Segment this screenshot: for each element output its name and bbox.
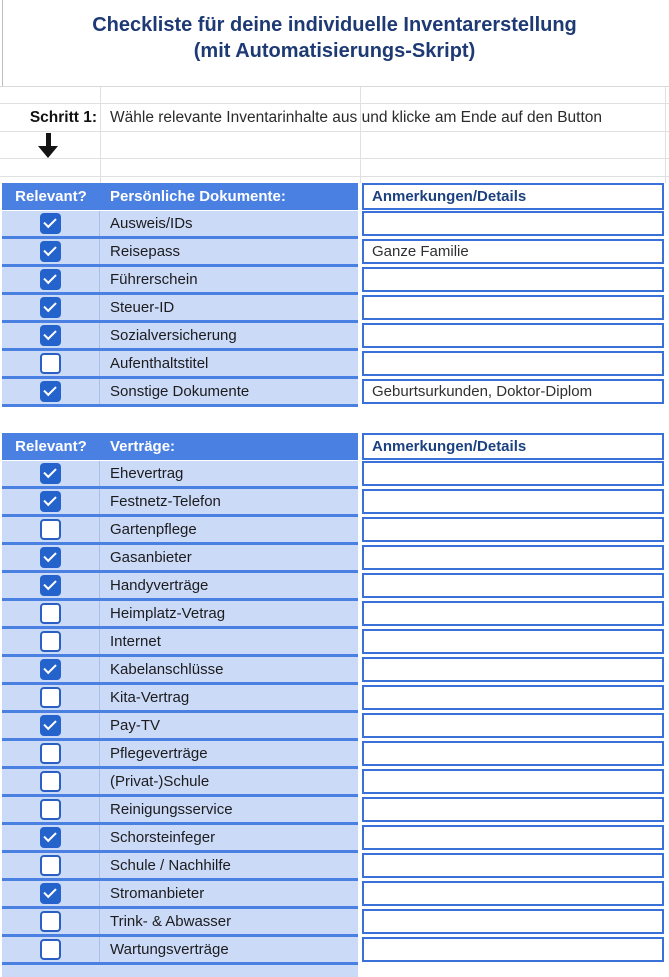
checkbox-checked-icon[interactable] xyxy=(40,547,61,568)
row-band xyxy=(2,601,358,629)
row-band xyxy=(2,489,358,517)
row-band xyxy=(2,461,358,489)
note-cell[interactable] xyxy=(362,351,664,376)
table-row xyxy=(0,211,669,239)
note-cell-wrap xyxy=(362,295,664,323)
title-block xyxy=(0,0,669,87)
checkbox-unchecked-icon[interactable] xyxy=(40,855,61,876)
checkbox-cell[interactable] xyxy=(2,825,100,850)
table-row xyxy=(0,657,669,685)
table-row xyxy=(0,741,669,769)
notes-column-header: Anmerkungen/Details xyxy=(362,433,664,460)
checkbox-cell[interactable] xyxy=(2,601,100,626)
note-cell[interactable] xyxy=(362,489,664,514)
step-area xyxy=(0,87,669,183)
note-cell-wrap xyxy=(362,769,664,797)
partial-next-row xyxy=(0,965,669,977)
note-cell[interactable] xyxy=(362,797,664,822)
checkbox-checked-icon[interactable] xyxy=(40,883,61,904)
table-row xyxy=(0,267,669,295)
checkbox-cell[interactable] xyxy=(2,489,100,514)
item-label: Stromanbieter xyxy=(110,885,205,902)
table-contracts xyxy=(0,433,669,965)
page-title-line1: Checkliste für deine individuelle Inventarerstellung xyxy=(92,14,577,36)
checkbox-cell[interactable] xyxy=(2,211,100,236)
checkbox-cell[interactable] xyxy=(2,909,100,934)
note-cell-wrap xyxy=(362,239,664,267)
row-band xyxy=(2,713,358,741)
table-row xyxy=(0,545,669,573)
checkbox-checked-icon[interactable] xyxy=(40,269,61,290)
notes-column-header: Anmerkungen/Details xyxy=(362,183,664,210)
row-band xyxy=(2,351,358,379)
checkbox-checked-icon[interactable] xyxy=(40,491,61,512)
category-column-header: Persönliche Dokumente: xyxy=(110,188,286,205)
checkbox-cell[interactable] xyxy=(2,769,100,794)
note-cell-wrap xyxy=(362,853,664,881)
table-header-row xyxy=(0,183,669,210)
table-row xyxy=(0,573,669,601)
relevant-column-header: Relevant? xyxy=(15,188,87,205)
item-label: Gasanbieter xyxy=(110,549,192,566)
checkbox-unchecked-icon[interactable] xyxy=(40,911,61,932)
item-label: Sozialversicherung xyxy=(110,327,237,344)
gridline xyxy=(360,87,361,183)
checkbox-unchecked-icon[interactable] xyxy=(40,603,61,624)
item-label: Reinigungsservice xyxy=(110,801,233,818)
table-row xyxy=(0,937,669,965)
gridline xyxy=(665,87,666,183)
note-cell-wrap xyxy=(362,601,664,629)
item-label: Gartenpflege xyxy=(110,521,197,538)
checkbox-unchecked-icon[interactable] xyxy=(40,743,61,764)
row-band xyxy=(2,267,358,295)
note-cell-wrap xyxy=(362,937,664,965)
checkbox-cell[interactable] xyxy=(2,685,100,710)
checkbox-checked-icon[interactable] xyxy=(40,241,61,262)
checkbox-checked-icon[interactable] xyxy=(40,463,61,484)
item-label: Aufenthaltstitel xyxy=(110,355,209,372)
table-row xyxy=(0,323,669,351)
row-band xyxy=(2,295,358,323)
checkbox-cell[interactable] xyxy=(2,239,100,264)
note-cell-wrap xyxy=(362,351,664,379)
checkbox-checked-icon[interactable] xyxy=(40,659,61,680)
checkbox-checked-icon[interactable] xyxy=(40,213,61,234)
note-cell-wrap xyxy=(362,657,664,685)
gridline xyxy=(100,87,101,183)
note-cell[interactable] xyxy=(362,825,664,850)
row-band xyxy=(2,545,358,573)
table-header-row xyxy=(0,433,669,460)
note-cell-wrap xyxy=(362,545,664,573)
header-band xyxy=(2,183,358,210)
table-row xyxy=(0,239,669,267)
checkbox-checked-icon[interactable] xyxy=(40,575,61,596)
item-label: Reisepass xyxy=(110,243,181,260)
checkbox-cell[interactable] xyxy=(2,573,100,598)
note-cell[interactable] xyxy=(362,909,664,934)
checkbox-cell[interactable] xyxy=(2,741,100,766)
table-row xyxy=(0,853,669,881)
note-cell-wrap xyxy=(362,881,664,909)
header-band xyxy=(2,433,358,460)
note-cell-wrap xyxy=(362,685,664,713)
item-label: Heimplatz-Vetrag xyxy=(110,605,226,622)
note-cell[interactable] xyxy=(362,685,664,710)
note-cell-wrap xyxy=(362,461,664,489)
partial-row-band xyxy=(2,965,358,977)
row-band xyxy=(2,239,358,267)
note-cell[interactable] xyxy=(362,573,664,598)
checkbox-checked-icon[interactable] xyxy=(40,325,61,346)
relevant-column-header: Relevant? xyxy=(15,438,87,455)
note-cell[interactable] xyxy=(362,713,664,738)
checkbox-unchecked-icon[interactable] xyxy=(40,771,61,792)
checkbox-cell[interactable] xyxy=(2,545,100,570)
checkbox-cell[interactable] xyxy=(2,937,100,962)
note-cell[interactable] xyxy=(362,267,664,292)
item-label: Pflegeverträge xyxy=(110,745,208,762)
item-label: Handyverträge xyxy=(110,577,209,594)
note-cell-wrap xyxy=(362,825,664,853)
row-band xyxy=(2,211,358,239)
table-gap xyxy=(0,407,669,433)
note-cell-wrap xyxy=(362,713,664,741)
table-row xyxy=(0,629,669,657)
checkbox-cell[interactable] xyxy=(2,797,100,822)
table-row xyxy=(0,461,669,489)
note-cell[interactable] xyxy=(362,629,664,654)
note-cell[interactable] xyxy=(362,601,664,626)
note-cell-wrap xyxy=(362,379,664,407)
checkbox-checked-icon[interactable] xyxy=(40,297,61,318)
checkbox-unchecked-icon[interactable] xyxy=(40,353,61,374)
item-label: Ausweis/IDs xyxy=(110,215,193,232)
note-cell[interactable]: Geburtsurkunden, Doktor-Diplom xyxy=(362,379,664,404)
note-cell-wrap xyxy=(362,573,664,601)
down-arrow-stem xyxy=(46,133,51,146)
cell-border-line xyxy=(2,0,3,86)
row-band xyxy=(2,937,358,965)
table-row xyxy=(0,797,669,825)
item-label: Festnetz-Telefon xyxy=(110,493,221,510)
row-band xyxy=(2,573,358,601)
checkbox-cell[interactable] xyxy=(2,713,100,738)
note-cell-wrap xyxy=(362,517,664,545)
item-label: Kita-Vertrag xyxy=(110,689,190,706)
note-cell-wrap xyxy=(362,267,664,295)
row-band xyxy=(2,517,358,545)
checkbox-cell[interactable] xyxy=(2,461,100,486)
note-cell[interactable] xyxy=(362,545,664,570)
note-cell[interactable] xyxy=(362,741,664,766)
checkbox-unchecked-icon[interactable] xyxy=(40,519,61,540)
checkbox-cell[interactable] xyxy=(2,351,100,376)
table-row xyxy=(0,713,669,741)
item-label: (Privat-)Schule xyxy=(110,773,210,790)
page-title-line2: (mit Automatisierungs-Skript) xyxy=(193,40,476,62)
row-band xyxy=(2,769,358,797)
note-cell[interactable] xyxy=(362,211,664,236)
note-cell[interactable] xyxy=(362,295,664,320)
note-cell[interactable] xyxy=(362,517,664,542)
table-row xyxy=(0,489,669,517)
checkbox-cell[interactable] xyxy=(2,657,100,682)
note-cell-wrap xyxy=(362,211,664,239)
checkbox-cell[interactable] xyxy=(2,379,100,404)
table-row xyxy=(0,769,669,797)
item-label: Kabelanschlüsse xyxy=(110,661,224,678)
checkbox-checked-icon[interactable] xyxy=(40,715,61,736)
note-cell[interactable]: Ganze Familie xyxy=(362,239,664,264)
table-row xyxy=(0,295,669,323)
item-label: Wartungsverträge xyxy=(110,941,229,958)
checkbox-cell[interactable] xyxy=(2,267,100,292)
row-band xyxy=(2,825,358,853)
note-cell[interactable] xyxy=(362,769,664,794)
item-label: Führerschein xyxy=(110,271,198,288)
checkbox-cell[interactable] xyxy=(2,295,100,320)
note-cell[interactable] xyxy=(362,937,664,962)
row-band xyxy=(2,853,358,881)
checkbox-checked-icon[interactable] xyxy=(40,827,61,848)
note-cell-wrap xyxy=(362,741,664,769)
down-arrow-icon xyxy=(37,133,59,158)
note-cell[interactable] xyxy=(362,853,664,878)
checkbox-unchecked-icon[interactable] xyxy=(40,939,61,960)
down-arrow-head xyxy=(38,146,58,158)
row-band xyxy=(2,797,358,825)
table-row xyxy=(0,517,669,545)
item-label: Pay-TV xyxy=(110,717,161,734)
checkbox-cell[interactable] xyxy=(2,517,100,542)
table-row xyxy=(0,685,669,713)
row-band xyxy=(2,629,358,657)
page-title xyxy=(0,0,669,64)
row-band xyxy=(2,881,358,909)
row-band xyxy=(2,657,358,685)
checkbox-cell[interactable] xyxy=(2,629,100,654)
note-cell-wrap xyxy=(362,489,664,517)
step-instruction: Wähle relevante Inventarinhalte aus und klicke am Ende auf den Button xyxy=(110,108,603,126)
row-band xyxy=(2,323,358,351)
note-cell-wrap xyxy=(362,909,664,937)
note-cell-wrap xyxy=(362,797,664,825)
table-personal-documents xyxy=(0,183,669,407)
checkbox-cell[interactable] xyxy=(2,853,100,878)
checkbox-unchecked-icon[interactable] xyxy=(40,631,61,652)
checkbox-cell[interactable] xyxy=(2,881,100,906)
note-cell[interactable] xyxy=(362,461,664,486)
step-label: Schritt 1: xyxy=(29,108,97,126)
table-row xyxy=(0,601,669,629)
note-cell[interactable] xyxy=(362,323,664,348)
item-label: Schorsteinfeger xyxy=(110,829,216,846)
table-row xyxy=(0,909,669,937)
row-band xyxy=(2,909,358,937)
row-band xyxy=(2,685,358,713)
row-band xyxy=(2,379,358,407)
note-cell[interactable] xyxy=(362,881,664,906)
item-label: Steuer-ID xyxy=(110,299,175,316)
checkbox-checked-icon[interactable] xyxy=(40,381,61,402)
table-row xyxy=(0,825,669,853)
item-label: Internet xyxy=(110,633,161,650)
note-cell-wrap xyxy=(362,629,664,657)
checkbox-cell[interactable] xyxy=(2,323,100,348)
table-row xyxy=(0,881,669,909)
step-row xyxy=(0,104,669,131)
item-label: Trink- & Abwasser xyxy=(110,913,232,930)
item-label: Schule / Nachhilfe xyxy=(110,857,231,874)
table-row xyxy=(0,351,669,379)
category-column-header: Verträge: xyxy=(110,438,176,455)
checkbox-unchecked-icon[interactable] xyxy=(40,799,61,820)
row-band xyxy=(2,741,358,769)
item-label: Ehevertrag xyxy=(110,465,184,482)
note-cell[interactable] xyxy=(362,657,664,682)
note-cell-wrap xyxy=(362,323,664,351)
item-label: Sonstige Dokumente xyxy=(110,383,250,400)
table-row xyxy=(0,379,669,407)
checkbox-unchecked-icon[interactable] xyxy=(40,687,61,708)
